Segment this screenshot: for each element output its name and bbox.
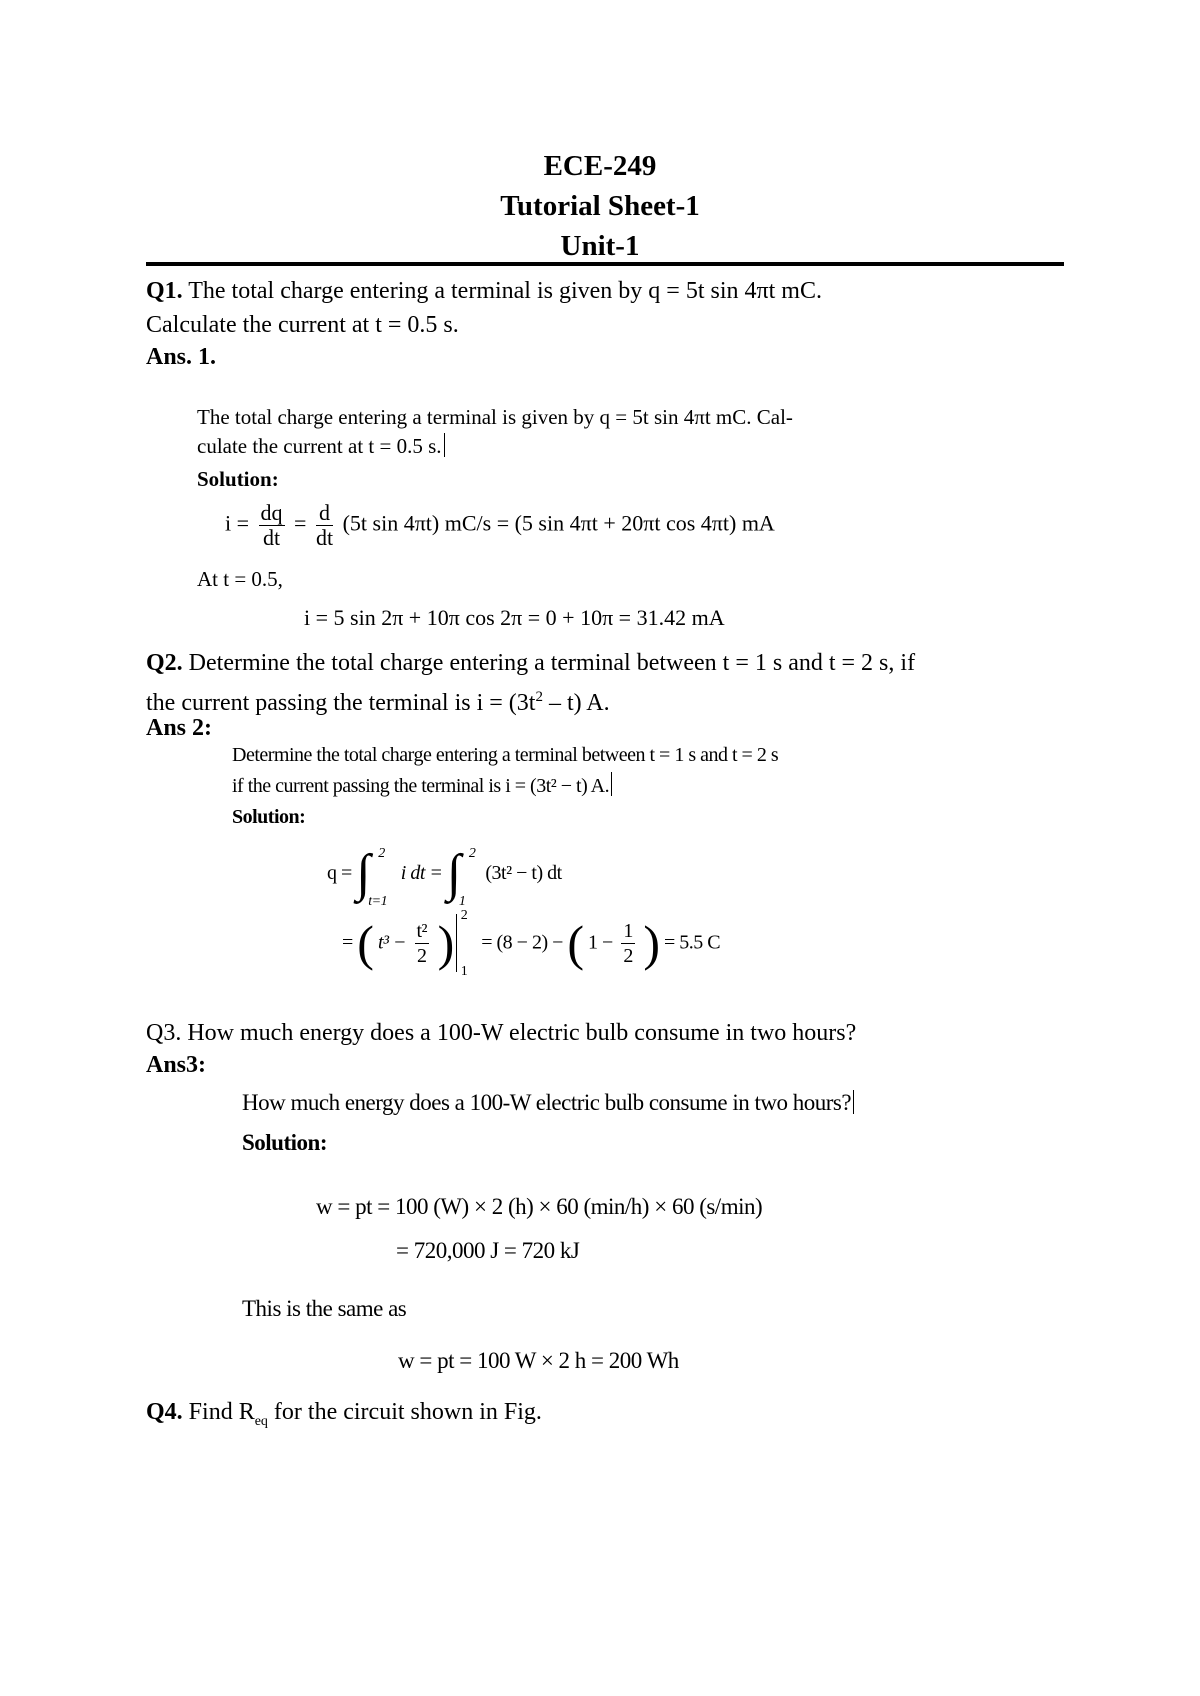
frac-den: dt: [315, 525, 334, 550]
eq-i: i =: [225, 510, 250, 536]
eq-equals: =: [342, 931, 353, 954]
q1-img-line2: [197, 433, 445, 459]
q3-img-line1-text: How much energy does a 100-W electric bulb consume in two hours?: [242, 1090, 852, 1115]
q3-line: Q3. How much energy does a 100-W electric bulb consume in two hours?: [146, 1020, 857, 1046]
right-paren: ): [437, 915, 454, 971]
q1-at-line: At t = 0.5,: [197, 567, 283, 591]
q3-equation-3: w = pt = 100 W × 2 h = 200 Wh: [398, 1348, 679, 1373]
integral-sign: ∫ 2 t=1: [356, 845, 388, 909]
q1-equation-1: [225, 501, 775, 550]
eq-t3: t³ −: [377, 931, 406, 954]
eq-idt: i dt =: [400, 862, 443, 884]
course-code: ECE-249: [543, 150, 657, 182]
q1-img-line1: The total charge entering a terminal is given by q = 5t sin 4πt mC. Cal-: [197, 405, 793, 429]
frac-den: 2: [417, 944, 427, 967]
q3-img-line1: [242, 1090, 854, 1116]
left-paren: (: [567, 915, 584, 971]
frac-den: 2: [623, 944, 633, 967]
eq-equals: =: [294, 510, 307, 536]
q2-line2-pre: the current passing the terminal is i = (3t: [146, 690, 536, 716]
q2-label: Q2.: [146, 650, 183, 676]
text-cursor: [611, 772, 612, 796]
q2-answer-label: Ans 2:: [146, 715, 213, 741]
eq-one-minus: 1 −: [588, 931, 613, 954]
frac-den: dt: [262, 525, 281, 550]
q4-line: [146, 1395, 542, 1439]
q2-equation-1: [327, 844, 562, 914]
q3-equation-1: w = pt = 100 (W) × 2 (h) × 60 (min/h) × 60 (s/min): [316, 1194, 763, 1219]
frac-num: d: [316, 501, 333, 526]
q2-line2-post: – t) A.: [542, 690, 610, 716]
sheet-title: Tutorial Sheet-1: [500, 190, 700, 222]
eq-mid: = (8 − 2) −: [481, 931, 563, 954]
q3-equation-2: = 720,000 J = 720 kJ: [396, 1238, 580, 1263]
q1-text1: The total charge entering a terminal is given by q = 5t sin 4πt mC.: [182, 278, 822, 304]
q2-line2-sup: 2: [535, 689, 543, 705]
q3-same-as: This is the same as: [242, 1296, 407, 1321]
right-paren: ): [643, 915, 660, 971]
integral-upper: 2: [468, 846, 476, 861]
q1-solution-label: Solution:: [197, 467, 279, 491]
q1-answer-label: Ans. 1.: [146, 344, 217, 370]
header-rule: [146, 262, 1064, 266]
q1-line2: Calculate the current at t = 0.5 s.: [146, 312, 459, 338]
q2-line1: [146, 646, 915, 680]
q3-solution-label: Solution:: [242, 1130, 327, 1155]
q4-post: for the circuit shown in Fig.: [267, 1399, 542, 1425]
eq-rhs: (5t sin 4πt) mC/s = (5 sin 4πt + 20πt cos 4πt) mA: [342, 510, 775, 536]
q1-img-line2-text: culate the current at t = 0.5 s.: [197, 434, 442, 458]
q4-sub: eq: [254, 1413, 268, 1429]
frac-num: 1: [623, 919, 633, 942]
fraction-dq-dt: [259, 501, 285, 550]
integral-upper: 2: [378, 846, 385, 861]
bar-lower: 1: [460, 964, 468, 979]
integral-lower: 1: [458, 894, 466, 909]
integral-sign: ∫ 2 1: [446, 845, 476, 909]
q2-solution-label: Solution:: [232, 806, 306, 828]
evaluation-bar: [456, 908, 468, 979]
q2-img-line2-text: if the current passing the terminal is i = (3t² − t) A.: [232, 775, 610, 797]
q4-pre: Find R: [182, 1399, 255, 1425]
eq-integrand: (3t² − t) dt: [485, 862, 562, 884]
eq-q: q =: [327, 862, 352, 884]
integral-lower: t=1: [368, 894, 388, 909]
q2-line2: [146, 680, 610, 720]
q2-img-line1: Determine the total charge entering a terminal between t = 1 s and t = 2 s: [232, 744, 779, 766]
frac-num: dq: [260, 500, 283, 525]
q2-equation-2: [342, 908, 721, 994]
q1-line1: [146, 274, 822, 308]
q2-img-line2: [232, 772, 612, 798]
q2-text1: Determine the total charge entering a terminal between t = 1 s and t = 2 s, if: [182, 650, 916, 676]
q1-label: Q1.: [146, 278, 183, 304]
unit-title: Unit-1: [560, 230, 640, 262]
q1-equation-2: i = 5 sin 2π + 10π cos 2π = 0 + 10π = 31.42 mA: [304, 605, 725, 630]
frac-num: t²: [416, 919, 428, 942]
eq-result: = 5.5 C: [663, 931, 721, 954]
q3-answer-label: Ans3:: [146, 1052, 207, 1078]
text-cursor: [853, 1090, 854, 1114]
fraction-d-dt: [316, 501, 333, 550]
text-cursor: [444, 433, 445, 457]
fraction-1-2: [621, 919, 635, 968]
q4-label: Q4.: [146, 1399, 183, 1425]
fraction-t2-2: [415, 919, 430, 968]
left-paren: (: [357, 915, 374, 971]
bar-upper: 2: [460, 908, 468, 923]
